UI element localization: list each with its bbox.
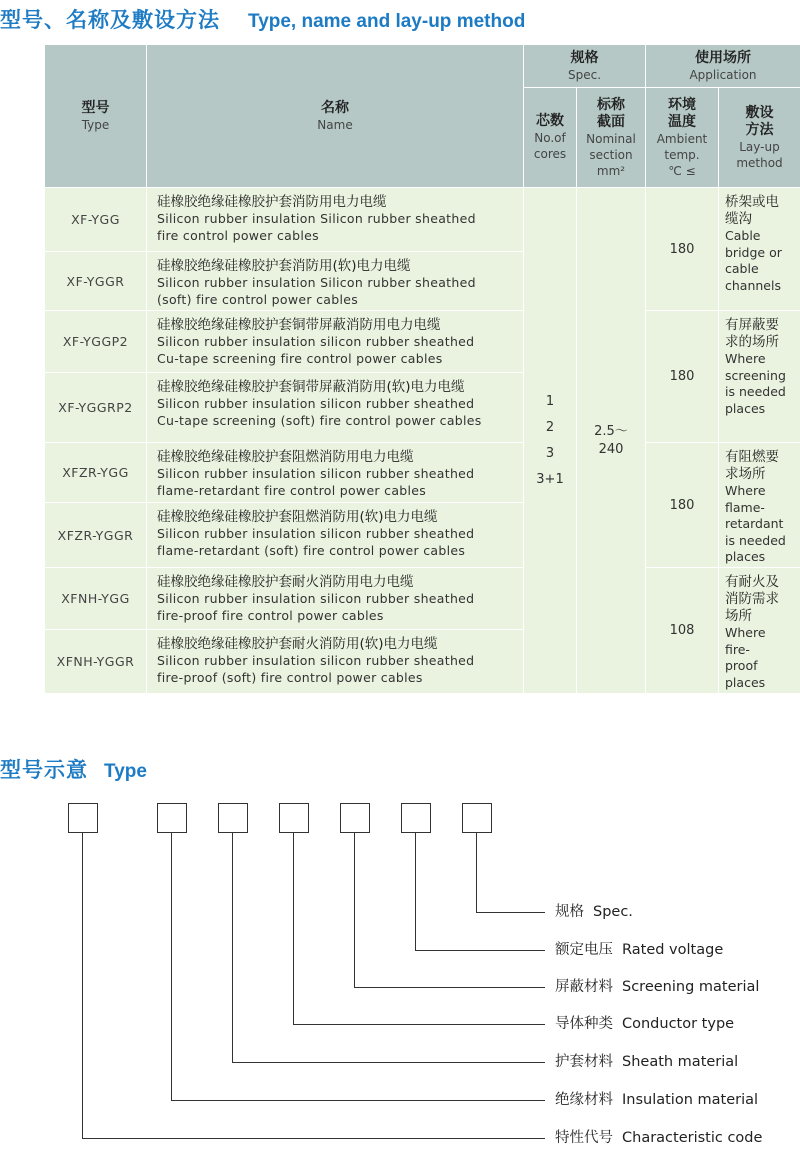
header-cores-en1: No.of (534, 131, 566, 145)
header-cores-zh: 芯数 (536, 113, 564, 129)
leader-line (233, 833, 546, 1063)
name-cell (147, 630, 524, 694)
name-en-line2: Cu-tape screening (soft) fire control power cables (157, 412, 482, 428)
diagram-label-en: Insulation material (622, 1092, 759, 1108)
diagram-label-zh: 绝缘材料 (555, 1092, 613, 1108)
layup-en: places (725, 549, 766, 564)
layup-cell (719, 188, 800, 311)
diagram-label-insulation-material (555, 1090, 758, 1110)
layup-en: channels (725, 277, 781, 293)
layup-en: proof (725, 658, 758, 673)
section-value-line2: 240 (598, 441, 624, 457)
header-section (577, 88, 646, 188)
diagram-label-en: Rated voltage (622, 942, 724, 958)
name-zh: 硅橡胶绝缘硅橡胶护套耐火消防用(软)电力电缆 (157, 636, 438, 652)
layup-cell (719, 443, 800, 568)
code-box (463, 804, 492, 833)
diagram-label-en: Conductor type (622, 1016, 735, 1032)
header-name (147, 45, 524, 188)
name-en-line1: Silicon rubber insulation silicon rubber sheathed (157, 526, 475, 541)
layup-zh2: 消防需求 (725, 591, 779, 607)
header-temp-zh2: 温度 (668, 113, 696, 130)
diagram-label-en: Screening material (622, 979, 760, 995)
section-value-line1: 2.5～ (594, 423, 628, 439)
header-layup-zh1: 敷设 (745, 104, 774, 121)
header-application-zh: 使用场所 (695, 49, 751, 66)
spec-table (44, 44, 800, 694)
name-en-line1: Silicon rubber insulation silicon rubber sheathed (157, 466, 475, 481)
header-section-zh2: 截面 (597, 113, 625, 130)
diagram-label-en: Sheath material (622, 1054, 739, 1070)
temp-cell: 180 (646, 443, 719, 568)
header-cores (524, 88, 577, 188)
header-temp-en1: Ambient (656, 131, 708, 146)
layup-en: places (725, 400, 766, 416)
type-cell: XF-YGG (45, 188, 147, 252)
layup-cell (719, 311, 800, 443)
header-type-zh: 型号 (81, 99, 110, 116)
table-row (45, 188, 800, 252)
layup-en: Where (725, 625, 766, 640)
temp-cell: 180 (646, 311, 719, 443)
layup-cell (719, 568, 800, 694)
name-cell (147, 503, 524, 568)
name-en-line2: Cu-tape screening fire control power cables (157, 350, 443, 366)
header-application (646, 45, 800, 88)
diagram-label-zh: 护套材料 (555, 1054, 613, 1070)
name-en-line1: Silicon rubber insulation silicon rubber sheathed (157, 591, 475, 606)
layup-en: is needed (725, 384, 786, 399)
section-title-zh: 型号、名称及敷设方法 (0, 8, 220, 32)
layup-zh1: 桥架或电 (725, 194, 779, 210)
layup-zh2: 求的场所 (725, 334, 779, 350)
header-layup (719, 88, 800, 188)
layup-en: Where (725, 351, 766, 366)
name-en-line2: flame-retardant (soft) fire control power cables (157, 542, 466, 558)
header-spec (524, 45, 646, 88)
name-en-line2: fire control power cables (157, 227, 319, 243)
layup-zh2: 缆沟 (725, 211, 752, 227)
name-zh: 硅橡胶绝缘硅橡胶护套消防用(软)电力电缆 (157, 258, 411, 274)
name-en-line2: (soft) fire control power cables (157, 291, 359, 307)
name-en-line1: Silicon rubber insulation Silicon rubber sheathed (157, 211, 476, 226)
diagram-label-characteristic-code (555, 1128, 762, 1148)
table-row (45, 311, 800, 373)
leader-line (294, 833, 546, 1025)
type-cell: XF-YGGRP2 (45, 373, 147, 443)
header-section-en2: section (589, 147, 633, 162)
layup-zh2: 求场所 (725, 466, 766, 482)
layup-zh1: 有阻燃要 (725, 449, 779, 465)
name-cell (147, 188, 524, 252)
header-row-1 (45, 45, 800, 88)
header-layup-en1: Lay-up (739, 139, 780, 154)
diagram-label-screening-material (555, 977, 759, 997)
name-zh: 硅橡胶绝缘硅橡胶护套阻燃消防用(软)电力电缆 (157, 509, 438, 525)
name-cell (147, 311, 524, 373)
diagram-label-en: Characteristic code (622, 1130, 763, 1146)
header-section-zh1: 标称 (597, 96, 625, 113)
name-zh: 硅橡胶绝缘硅橡胶护套铜带屏蔽消防用电力电缆 (157, 317, 441, 333)
layup-en: Where (725, 483, 766, 498)
name-en-line2: flame-retardant fire control power cables (157, 482, 427, 498)
layup-en: places (725, 674, 766, 690)
temp-cell: 180 (646, 188, 719, 311)
code-box (219, 804, 248, 833)
header-layup-en2: method (736, 155, 783, 170)
layup-en: screening (725, 367, 786, 383)
diagram-label-en: Spec. (593, 904, 633, 920)
header-name-en: Name (317, 117, 353, 132)
cores-value: 3+1 (536, 471, 564, 487)
name-cell (147, 568, 524, 630)
layup-zh3: 场所 (725, 608, 752, 624)
header-temp-en2: temp. (664, 147, 700, 162)
diagram-label-zh: 规格 (555, 904, 584, 920)
table-row (45, 568, 800, 630)
type-cell: XFZR-YGG (45, 443, 147, 503)
diagram-label-sheath-material (555, 1052, 738, 1072)
header-layup-zh2: 方法 (745, 121, 774, 138)
leader-line (355, 833, 546, 988)
code-box (341, 804, 370, 833)
section-title-en: Type, name and lay-up method (248, 11, 526, 32)
section-title-type-name (0, 4, 525, 34)
leader-line (477, 833, 546, 913)
header-application-en: Application (689, 67, 757, 82)
type-cell: XFNH-YGGR (45, 630, 147, 694)
header-name-zh: 名称 (321, 99, 349, 116)
section-title-en: Type (104, 761, 147, 782)
temp-cell: 108 (646, 568, 719, 694)
name-cell (147, 373, 524, 443)
name-en-line1: Silicon rubber insulation silicon rubber sheathed (157, 334, 475, 349)
name-cell (147, 252, 524, 311)
layup-en: bridge or (725, 244, 782, 260)
layup-en: Cable (725, 228, 761, 243)
name-en-line1: Silicon rubber insulation silicon rubber sheathed (157, 653, 475, 668)
name-en-line1: Silicon rubber insulation Silicon rubber sheathed (157, 275, 476, 290)
type-cell: XF-YGGP2 (45, 311, 147, 373)
header-type (45, 45, 147, 188)
name-en-line2: fire-proof (soft) fire control power cables (157, 669, 423, 685)
header-type-en: Type (81, 117, 110, 132)
cores-value: 1 (545, 393, 555, 409)
layup-zh1: 有屏蔽要 (725, 317, 779, 333)
header-cores-en2: cores (533, 147, 567, 161)
cores-value: 2 (545, 419, 555, 435)
type-cell: XFNH-YGG (45, 568, 147, 630)
type-cell: XF-YGGR (45, 252, 147, 311)
name-zh: 硅橡胶绝缘硅橡胶护套耐火消防用电力电缆 (157, 574, 414, 590)
diagram-label-rated-voltage (555, 940, 723, 960)
header-section-en1: Nominal (586, 131, 636, 146)
code-box (158, 804, 187, 833)
section-title-zh: 型号示意 (0, 758, 88, 782)
section-cell (577, 188, 646, 694)
name-zh: 硅橡胶绝缘硅橡胶护套阻燃消防用电力电缆 (157, 449, 414, 465)
leader-line (416, 833, 546, 951)
diagram-label-zh: 导体种类 (555, 1016, 613, 1032)
header-temp (646, 88, 719, 188)
name-zh: 硅橡胶绝缘硅橡胶护套铜带屏蔽消防用(软)电力电缆 (157, 379, 465, 395)
leader-line (83, 833, 546, 1139)
diagram-label-conductor-type (555, 1014, 734, 1034)
layup-en: cable (725, 261, 759, 276)
header-temp-zh1: 环境 (668, 96, 696, 113)
code-box (69, 804, 98, 833)
cores-value: 3 (545, 445, 555, 461)
name-cell (147, 443, 524, 503)
layup-en: is needed (725, 532, 786, 548)
code-box (402, 804, 431, 833)
header-temp-en3: ℃ ≤ (668, 163, 696, 178)
name-zh: 硅橡胶绝缘硅橡胶护套消防用电力电缆 (157, 194, 387, 210)
code-box (280, 804, 309, 833)
layup-en: flame- (725, 499, 765, 515)
diagram-label-zh: 特性代号 (555, 1130, 613, 1146)
type-cell: XFZR-YGGR (45, 503, 147, 568)
diagram-label-zh: 屏蔽材料 (555, 979, 613, 995)
header-section-en3: mm² (596, 163, 626, 178)
header-spec-zh: 规格 (570, 49, 599, 66)
name-en-line1: Silicon rubber insulation silicon rubber sheathed (157, 396, 475, 411)
leader-line (172, 833, 546, 1101)
header-spec-en: Spec. (567, 67, 602, 82)
table-row (45, 443, 800, 503)
diagram-label-zh: 额定电压 (555, 942, 613, 958)
layup-en: fire- (725, 641, 750, 657)
layup-zh1: 有耐火及 (725, 574, 779, 590)
cores-cell (524, 188, 577, 694)
layup-en: retardant (725, 516, 784, 531)
section-title-type-diagram (0, 754, 147, 784)
name-en-line2: fire-proof fire control power cables (157, 607, 384, 623)
diagram-label-spec (555, 902, 633, 922)
